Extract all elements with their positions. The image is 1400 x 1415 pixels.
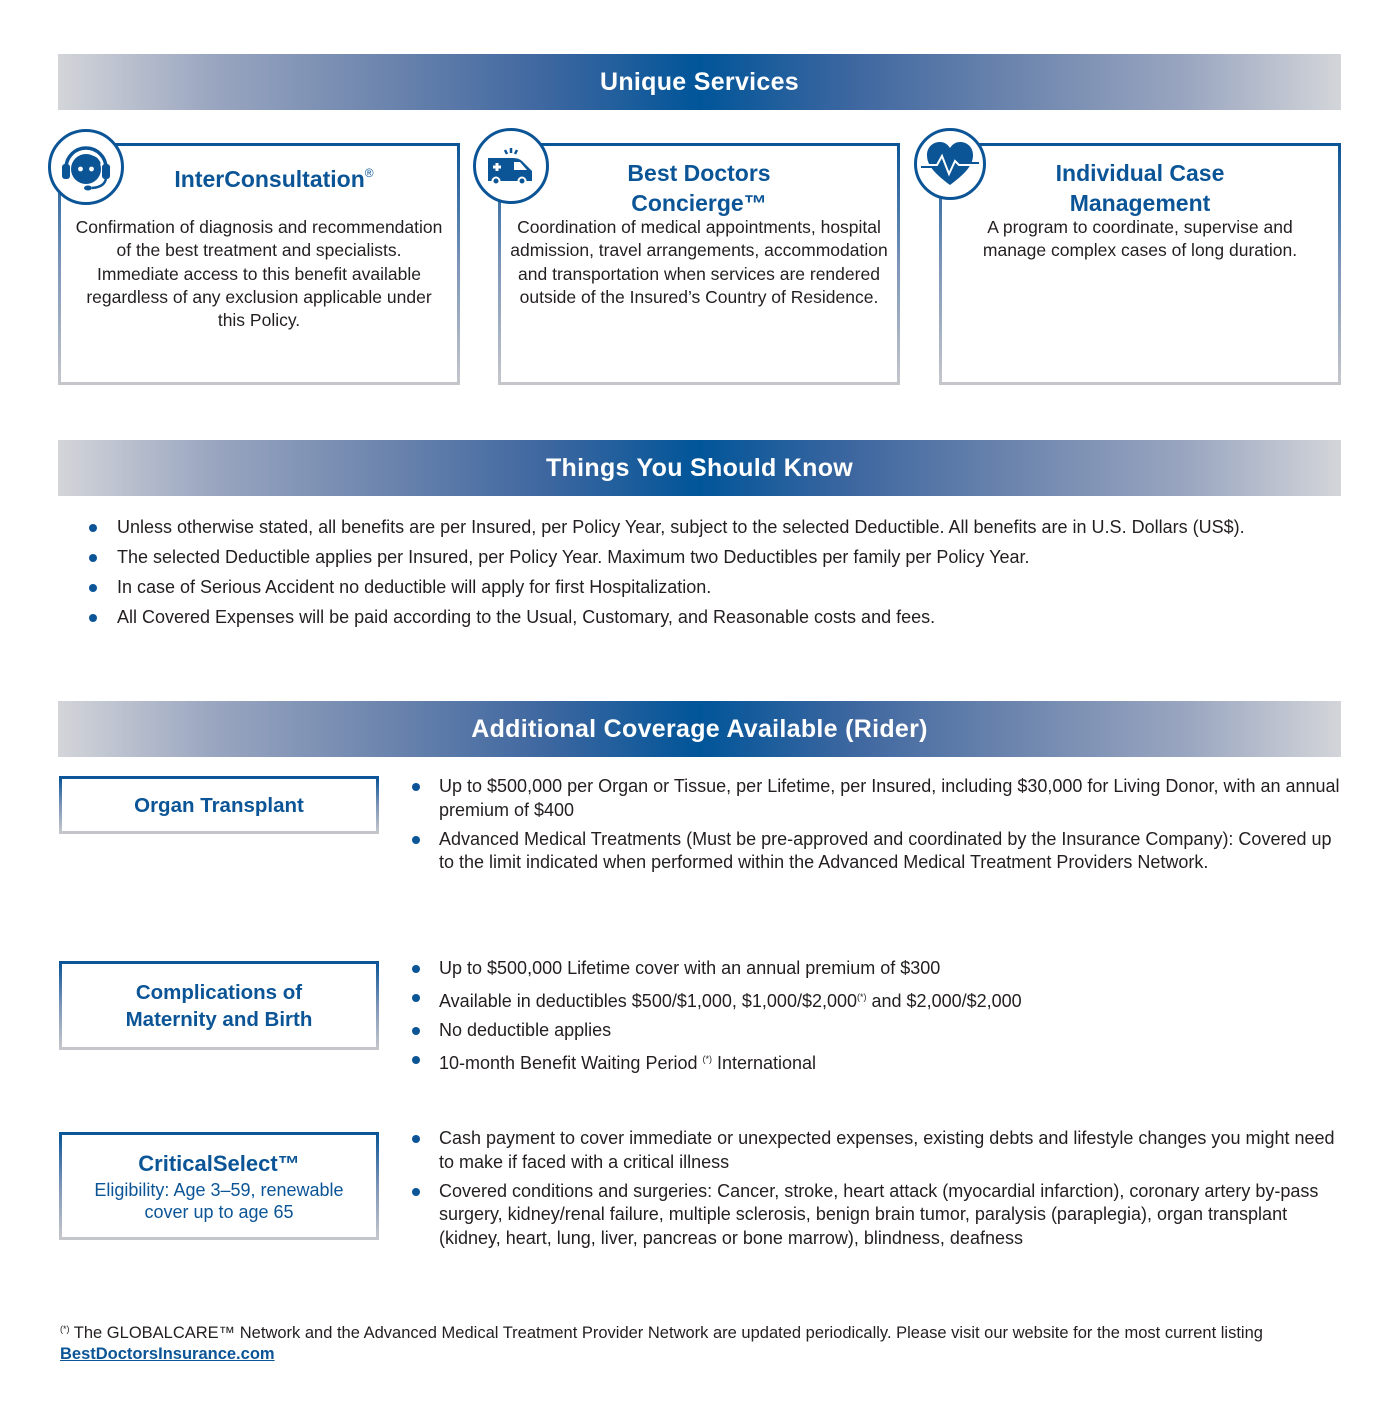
- headset-agent-icon: [48, 129, 124, 205]
- footnote: (*) The GLOBALCARE™ Network and the Advanced Medical Treatment Provider Network are updated periodically. Please visit our website for the most current listing BestDoctorsInsurance.com: [60, 1324, 1263, 1363]
- riders-banner: [58, 701, 1341, 757]
- things-to-know-heading: Things You Should Know: [545, 453, 854, 482]
- riders-heading: Additional Coverage Available (Rider): [471, 714, 928, 743]
- list-item: Unless otherwise stated, all benefits are per Insured, per Policy Year, subject to the selected Deductible. All benefits are in U.S. Dollars (US$).: [88, 516, 1348, 540]
- organ-transplant-list: [411, 775, 1346, 880]
- list-item: In case of Serious Accident no deductible will apply for first Hospitalization.: [88, 576, 1348, 600]
- service-description: Coordination of medical appointments, hospital admission, travel arrangements, accommodation and transportation when services are rendered outside of the Insured’s Country of Residence.: [510, 217, 888, 307]
- rider-title-line1: Complications of: [135, 980, 303, 1004]
- rider-critical-select: [59, 1132, 379, 1240]
- rider-eligibility-line1: Eligibility: Age 3–59, renewable: [94, 1180, 344, 1200]
- service-title: InterConsultation®: [174, 166, 374, 192]
- list-item: Up to $500,000 Lifetime cover with an annual premium of $300: [411, 957, 1346, 981]
- list-item: No deductible applies: [411, 1019, 1346, 1043]
- list-item: All Covered Expenses will be paid according to the Usual, Customary, and Reasonable costs and fees.: [88, 606, 1348, 630]
- service-card-case-management: [939, 143, 1341, 385]
- service-card-concierge: [498, 143, 900, 385]
- service-description: A program to coordinate, supervise and manage complex cases of long duration.: [982, 217, 1298, 261]
- rider-eligibility-line2: cover up to age 65: [144, 1202, 294, 1222]
- list-item: Up to $500,000 per Organ or Tissue, per Lifetime, per Insured, including $30,000 for Living Donor, with an annual premium of $400: [411, 775, 1346, 822]
- rider-title: CriticalSelect™: [138, 1151, 300, 1176]
- rider-maternity: [59, 961, 379, 1050]
- heart-pulse-icon: [914, 128, 986, 200]
- things-to-know-banner: [58, 440, 1341, 496]
- list-item: The selected Deductible applies per Insured, per Policy Year. Maximum two Deductibles per family per Policy Year.: [88, 546, 1348, 570]
- rider-organ-transplant: [59, 776, 379, 834]
- maternity-list: [411, 957, 1346, 1081]
- unique-services-heading: Unique Services: [599, 67, 800, 96]
- service-title: Individual Case Management: [1055, 160, 1225, 216]
- rider-title-line2: Maternity and Birth: [125, 1007, 313, 1031]
- critical-select-list: [411, 1127, 1346, 1256]
- list-item: Available in deductibles $500/$1,000, $1,000/$2,000(*) and $2,000/$2,000: [411, 986, 1346, 1014]
- things-to-know-list: [88, 516, 1348, 636]
- list-item: 10-month Benefit Waiting Period (*) International: [411, 1048, 1346, 1076]
- website-link[interactable]: BestDoctorsInsurance.com: [60, 1345, 275, 1363]
- service-title: Best Doctors Concierge™: [627, 160, 771, 216]
- rider-title: Organ Transplant: [134, 793, 304, 817]
- ambulance-icon: [473, 128, 549, 204]
- list-item: Cash payment to cover immediate or unexpected expenses, existing debts and lifestyle changes you might need to make if faced with a critical illness: [411, 1127, 1346, 1174]
- service-description: Confirmation of diagnosis and recommendation of the best treatment and specialists. Immediate access to this benefit available regardless of any exclusion applicable under this Policy.: [75, 217, 443, 331]
- unique-services-banner: [58, 54, 1341, 110]
- list-item: Covered conditions and surgeries: Cancer, stroke, heart attack (myocardial infarction), coronary artery by-pass surgery, kidney/renal failure, multiple sclerosis, benign brain tumor, paralysis (paraplegia), organ transplant (kidney, heart, lung, liver, pancreas or bone marrow), blindness, deafness: [411, 1180, 1346, 1251]
- list-item: Advanced Medical Treatments (Must be pre-approved and coordinated by the Insurance Company): Covered up to the limit indicated when performed within the Advanced Medical Treatment Providers Network.: [411, 828, 1346, 875]
